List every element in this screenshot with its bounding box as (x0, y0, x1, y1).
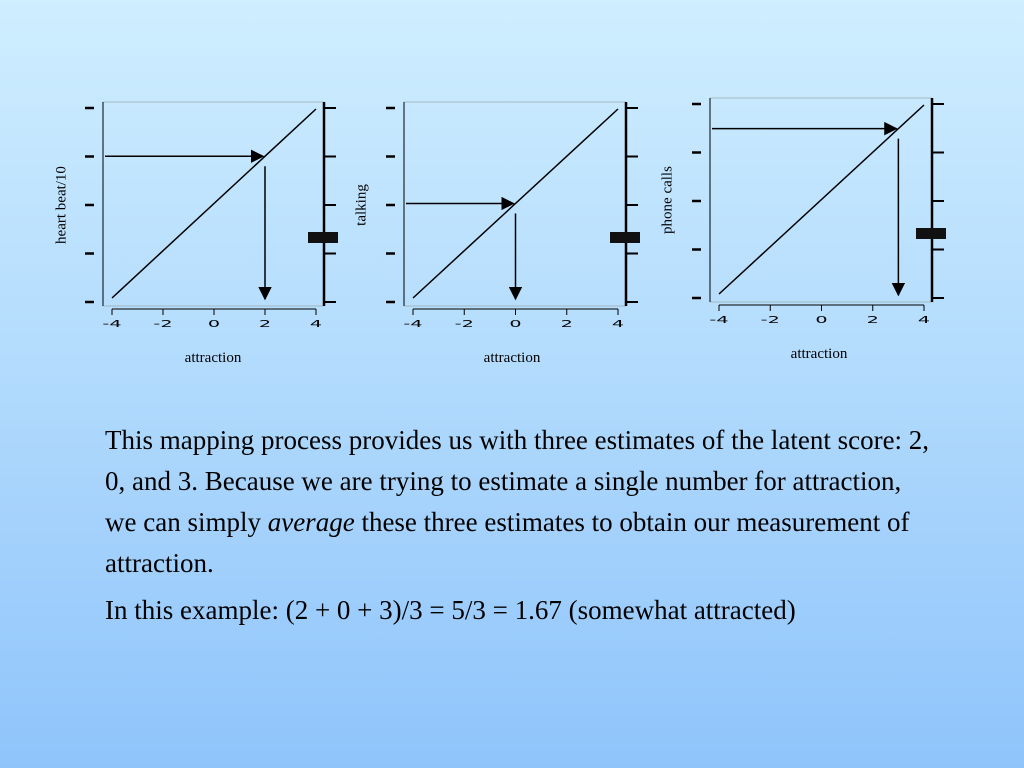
overlapping-tick-labels (916, 228, 946, 239)
y-axis-label: phone calls (659, 166, 676, 234)
x-tick-label: 2 (866, 314, 879, 326)
paragraph-mapping: This mapping process provides us with three estimates of the latent score: 2, 0, and 3. Because we are trying to estimate a single number for attraction, we can simply average these three estimates to obtain our measurement of attraction. (105, 425, 930, 578)
x-tick-label: 4 (917, 314, 931, 326)
y-axis-label: heart beat/10 (53, 166, 70, 244)
x-tick-label: -2 (454, 318, 474, 330)
paragraph-example: In this example: (2 + 0 + 3)/3 = 5/3 = 1.67 (somewhat attracted) (105, 595, 796, 625)
response-line (719, 105, 924, 294)
x-tick-label: 0 (207, 318, 221, 330)
x-tick-label: 2 (258, 318, 272, 330)
x-tick-label: 2 (560, 318, 573, 330)
y-axis-label: talking (353, 184, 370, 226)
x-axis-label: attraction (483, 350, 541, 366)
x-axis-label: attraction (790, 346, 848, 362)
x-tick-label: -2 (760, 314, 780, 326)
x-axis-label: attraction (184, 350, 242, 366)
x-tick-label: -4 (403, 318, 423, 330)
x-tick-label: 4 (611, 318, 625, 330)
explanation-text (105, 420, 935, 637)
x-tick-label: 4 (309, 318, 323, 330)
x-tick-label: 0 (815, 314, 828, 326)
x-tick-label: -2 (153, 318, 173, 330)
emphasis-average: average (267, 507, 355, 537)
x-tick-label: -4 (709, 314, 729, 326)
x-tick-label: -4 (102, 318, 122, 330)
x-tick-label: 0 (509, 318, 522, 330)
